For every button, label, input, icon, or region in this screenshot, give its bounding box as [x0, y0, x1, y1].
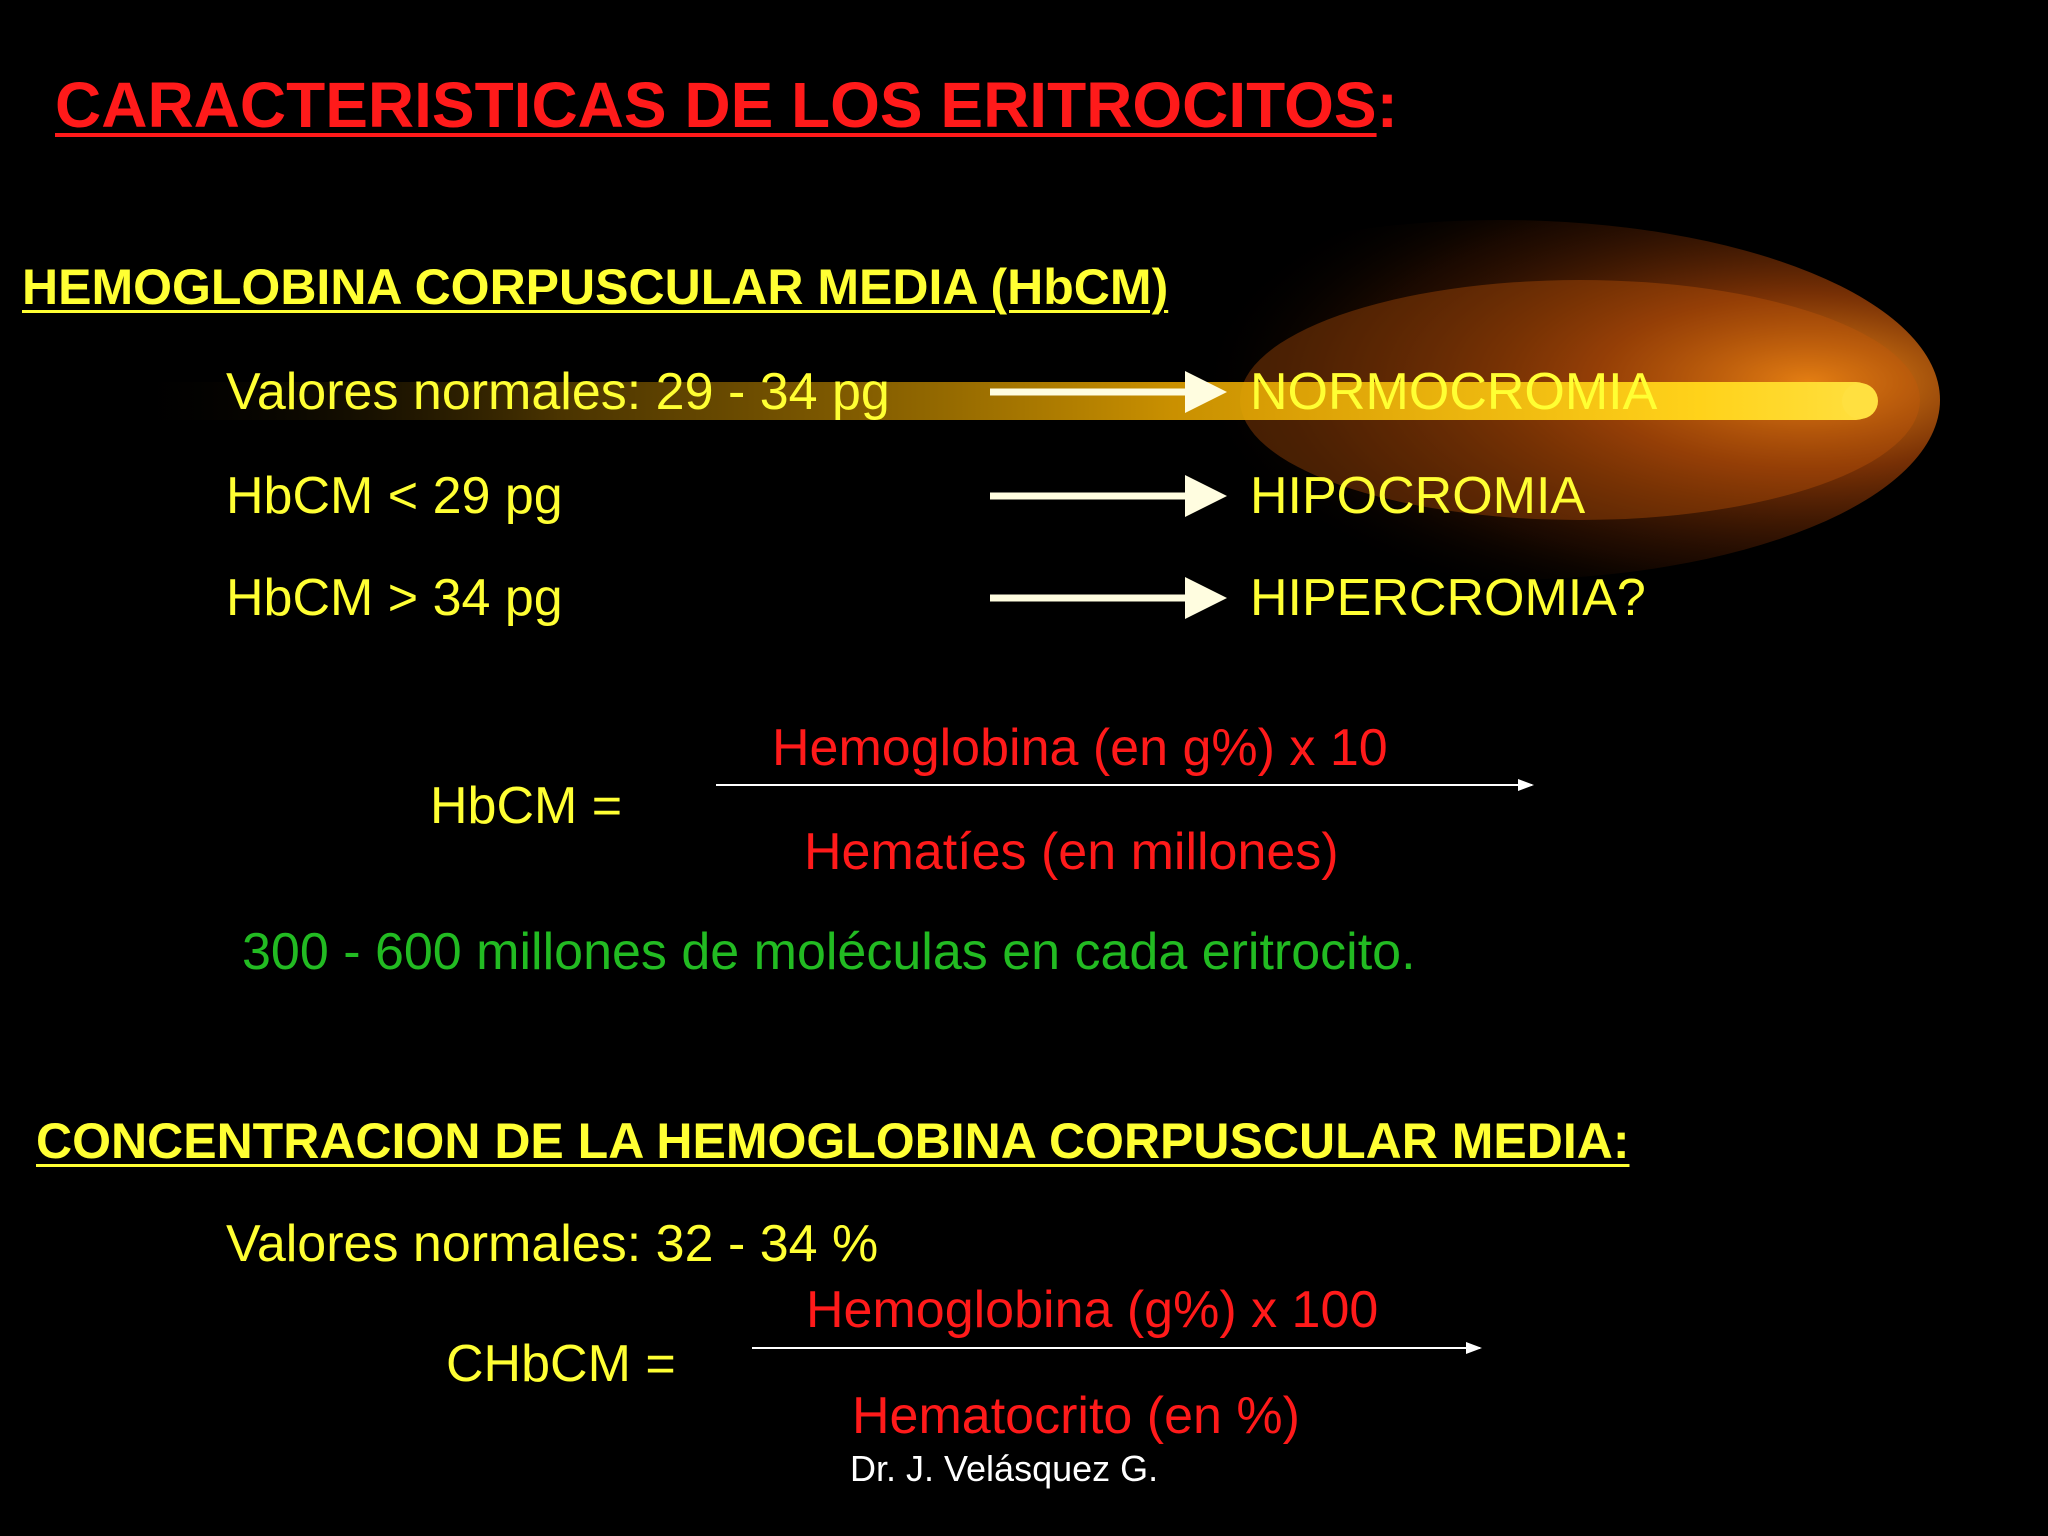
slide-title-text: CARACTERISTICAS DE LOS ERITROCITOS [55, 69, 1377, 141]
chbcm-normal-values: Valores normales: 32 - 34 % [226, 1215, 879, 1273]
chbcm-formula-numerator: Hemoglobina (g%) x 100 [806, 1281, 1379, 1339]
hbcm-row-high-label: HbCM > 34 pg [226, 569, 563, 627]
chbcm-formula-lhs: CHbCM = [446, 1335, 676, 1393]
hbcm-molecules-note: 300 - 600 millones de moléculas en cada eritrocito. [242, 923, 1416, 981]
hbcm-formula-lhs: HbCM = [430, 777, 623, 835]
hbcm-row-normal-label: Valores normales: 29 - 34 pg [226, 363, 890, 421]
hbcm-row-low-result: HIPOCROMIA [1250, 467, 1586, 525]
chbcm-heading: CONCENTRACION DE LA HEMOGLOBINA CORPUSCULAR MEDIA: [36, 1113, 1630, 1169]
hbcm-row-high-result: HIPERCROMIA? [1250, 569, 1646, 627]
chbcm-formula-denominator: Hematocrito (en %) [852, 1387, 1300, 1445]
hbcm-row-low-label: HbCM < 29 pg [226, 467, 563, 525]
hbcm-heading: HEMOGLOBINA CORPUSCULAR MEDIA (HbCM) [22, 259, 1169, 315]
author-footer: Dr. J. Velásquez G. [850, 1448, 1159, 1489]
hbcm-formula-numerator: Hemoglobina (en g%) x 10 [772, 719, 1388, 777]
slide-title-colon: : [1376, 69, 1398, 141]
hbcm-row-normal-result: NORMOCROMIA [1250, 363, 1658, 421]
hbcm-formula-denominator: Hematíes (en millones) [804, 823, 1339, 881]
slide-title [55, 68, 1398, 142]
